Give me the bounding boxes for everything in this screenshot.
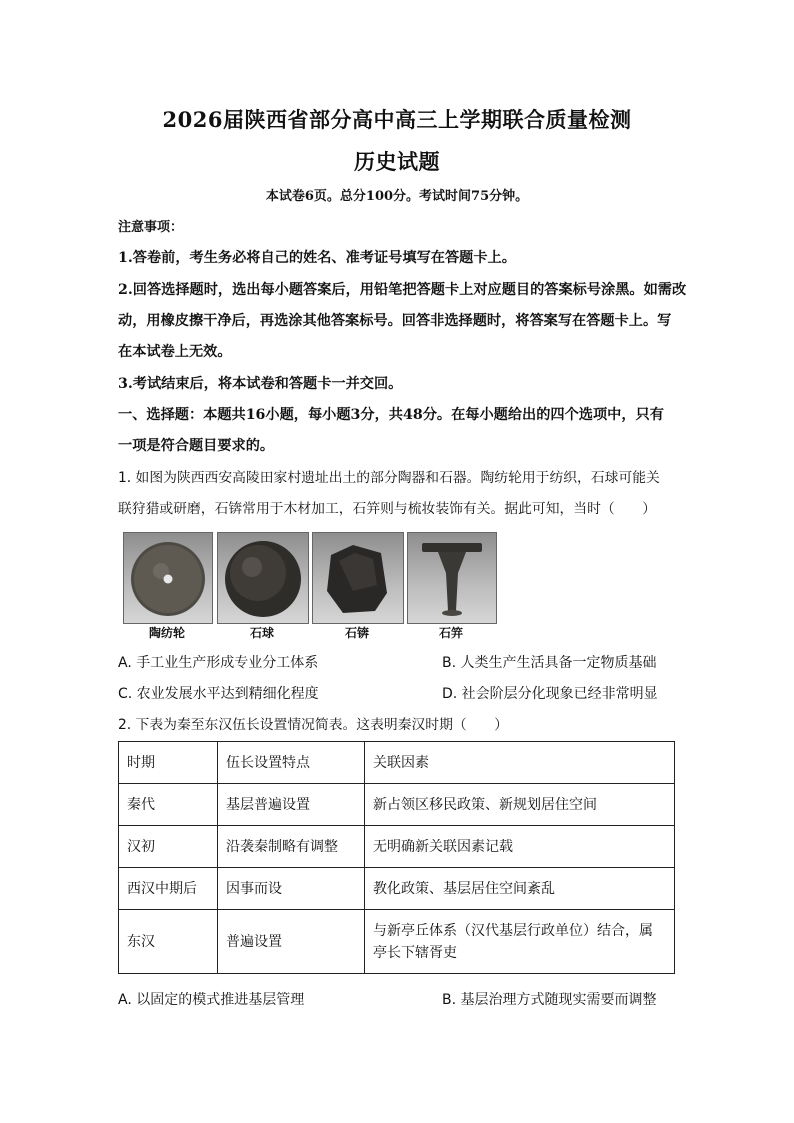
q1-option-d: D. 社会阶层分化现象已经非常明显: [442, 686, 658, 702]
exam-title: 2026届陕西省部分高中高三上学期联合质量检测: [162, 107, 632, 132]
exam-subtitle: 历史试题: [354, 149, 440, 174]
stone-hairpin-image: [407, 532, 497, 624]
section-heading-line-2: 一项是符合题目要求的。: [118, 438, 275, 454]
notes-heading: 注意事项：: [118, 220, 184, 235]
note-2-line-2: 动，用橡皮擦干净后，再选涂其他答案标号。回答非选择题时，将答案写在答题卡上。写: [118, 313, 672, 329]
note-2-line-1: 2.回答选择题时，选出每小题答案后，用铅笔把答题卡上对应题目的答案标号涂黑。如需改: [118, 282, 687, 298]
stone-adze-image: [312, 532, 404, 624]
table-cell: 基层普遍设置: [218, 784, 365, 826]
q2-option-b: B. 基层治理方式随现实需要而调整: [442, 992, 657, 1008]
q1-option-b: B. 人类生产生活具备一定物质基础: [442, 655, 657, 671]
table-cell-line: 亭长下辖胥吏: [373, 944, 457, 961]
q2-table: [118, 741, 675, 974]
table-row: [119, 868, 675, 910]
table-cell: 因事而设: [218, 868, 365, 910]
table-cell: 西汉中期后: [119, 868, 218, 910]
table-cell: 沿袭秦制略有调整: [218, 826, 365, 868]
section-heading-line-1: 一、选择题：本题共16小题，每小题3分，共48分。在每小题给出的四个选项中，只有: [118, 407, 664, 423]
table-header-cell: 关联因素: [365, 742, 675, 784]
table-cell: 汉初: [119, 826, 218, 868]
q1-option-c: C. 农业发展水平达到精细化程度: [118, 686, 319, 702]
q1-option-a: A. 手工业生产形成专业分工体系: [118, 655, 319, 671]
table-cell: 东汉: [119, 910, 218, 974]
table-cell-line: 与新亭丘体系（汉代基层行政单位）结合，属: [373, 922, 653, 939]
caption-stone-ball: 石球: [249, 626, 274, 640]
q2-stem: 2. 下表为秦至东汉伍长设置情况简表。这表明秦汉时期（ ）: [118, 717, 509, 733]
pottery-spindle-whorl-image: [123, 532, 213, 624]
caption-stone-adze: 石锛: [344, 626, 369, 640]
table-header-row: [119, 742, 675, 784]
table-cell: [365, 910, 675, 974]
exam-info: 本试卷6页。总分100分。考试时间75分钟。: [265, 189, 529, 204]
table-cell: 无明确新关联因素记载: [365, 826, 675, 868]
table-header-cell: 伍长设置特点: [218, 742, 365, 784]
table-row: [119, 910, 675, 974]
note-1: 1.答卷前，考生务必将自己的姓名、准考证号填写在答题卡上。: [118, 250, 516, 266]
note-3: 3.考试结束后，将本试卷和答题卡一并交回。: [118, 376, 403, 392]
table-cell: 新占领区移民政策、新规划居住空间: [365, 784, 675, 826]
table-cell: 普遍设置: [218, 910, 365, 974]
stone-ball-image: [217, 532, 309, 624]
table-cell: 教化政策、基层居住空间紊乱: [365, 868, 675, 910]
table-row: [119, 784, 675, 826]
note-2-line-3: 在本试卷上无效。: [118, 344, 232, 360]
table-row: [119, 826, 675, 868]
q1-stem-line-1: 1. 如图为陕西西安高陵田家村遗址出土的部分陶器和石器。陶纺轮用于纺织，石球可能关: [118, 470, 660, 486]
q2-option-a: A. 以固定的模式推进基层管理: [118, 992, 305, 1008]
table-header-cell: 时期: [119, 742, 218, 784]
caption-pottery-spindle-whorl: 陶纺轮: [148, 626, 185, 640]
q1-stem-line-2: 联狩猎或研磨，石锛常用于木材加工，石笄则与梳妆装饰有关。据此可知，当时（ ）: [118, 501, 657, 517]
table-cell: 秦代: [119, 784, 218, 826]
caption-stone-hairpin: 石笄: [438, 626, 463, 640]
